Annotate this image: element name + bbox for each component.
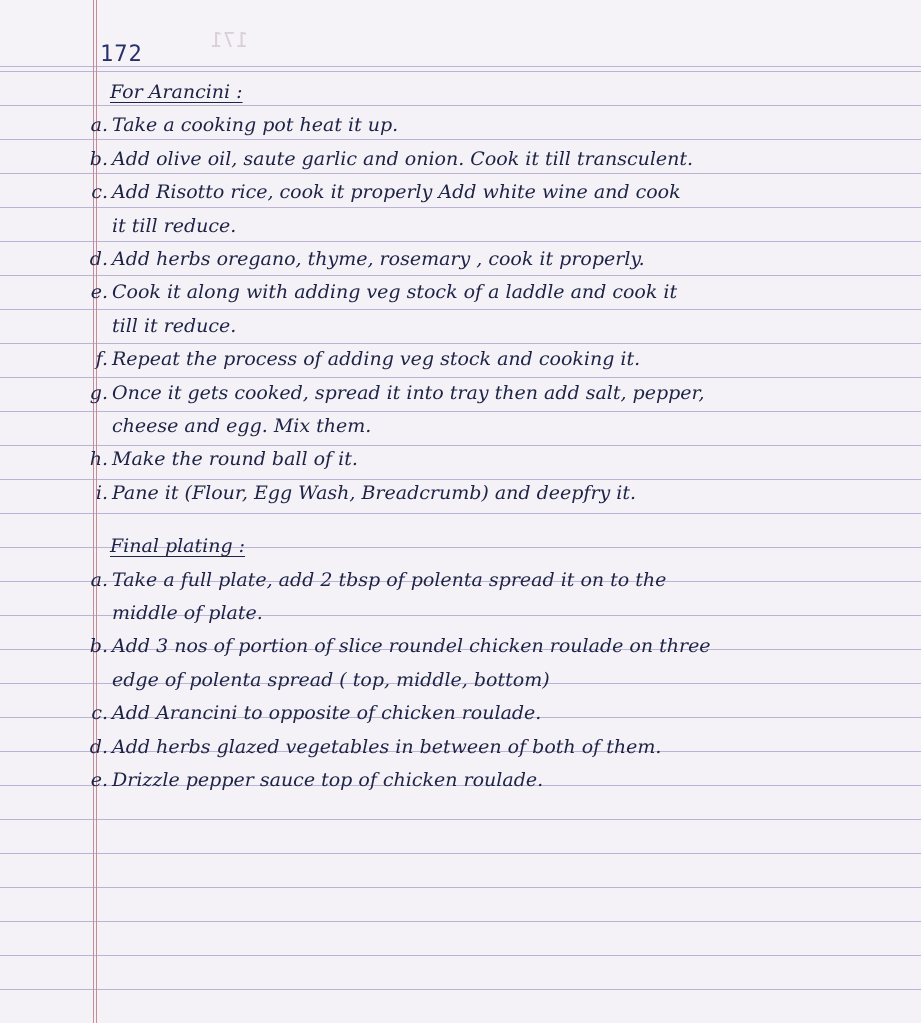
step-line bbox=[90, 280, 909, 304]
step-line bbox=[112, 668, 909, 692]
step-text: Add Risotto rice, cook it properly Add white wine and cook bbox=[112, 181, 681, 204]
step-marker: h. bbox=[89, 448, 108, 471]
step-marker: a. bbox=[90, 114, 108, 137]
step-line bbox=[89, 147, 909, 171]
step-line bbox=[90, 568, 909, 592]
step-line bbox=[89, 634, 909, 658]
step-text: Drizzle pepper sauce top of chicken roulade. bbox=[112, 769, 544, 792]
step-text: middle of plate. bbox=[112, 602, 263, 625]
step-text: cheese and egg. Mix them. bbox=[112, 415, 372, 437]
step-line bbox=[90, 113, 909, 137]
step-marker: e. bbox=[90, 769, 108, 792]
step-marker: b. bbox=[89, 635, 108, 658]
step-marker: a. bbox=[90, 568, 108, 591]
step-text: Pane it (Flour, Egg Wash, Breadcrumb) and deepfry it. bbox=[112, 481, 637, 504]
step-text: Take a cooking pot heat it up. bbox=[112, 114, 399, 137]
step-text: Once it gets cooked, spread it into tray then add salt, pepper, bbox=[112, 381, 705, 404]
step-marker: i. bbox=[95, 481, 108, 504]
step-line bbox=[112, 601, 909, 625]
ghost-page-number: 171 bbox=[210, 28, 249, 52]
step-line bbox=[112, 414, 909, 438]
step-marker: c. bbox=[91, 702, 108, 725]
step-text: Add herbs glazed vegetables in between of both of them. bbox=[112, 735, 662, 758]
step-marker: c. bbox=[91, 181, 108, 204]
step-text: till it reduce. bbox=[112, 314, 237, 337]
step-text: Cook it along with adding veg stock of a laddle and cook it bbox=[112, 281, 678, 304]
step-text: Add herbs oregano, thyme, rosemary , cook it properly. bbox=[112, 248, 645, 270]
step-line bbox=[89, 381, 909, 405]
step-line bbox=[89, 247, 909, 271]
step-line bbox=[90, 768, 909, 792]
step-marker: e. bbox=[90, 281, 108, 304]
section-heading: Final plating : bbox=[110, 535, 246, 558]
page-number: 172 bbox=[100, 42, 143, 67]
step-line bbox=[91, 701, 909, 725]
step-text: Add Arancini to opposite of chicken roulade. bbox=[112, 702, 542, 725]
step-text: Repeat the process of adding veg stock and cooking it. bbox=[112, 348, 641, 371]
step-marker: g. bbox=[89, 381, 108, 404]
step-line bbox=[95, 481, 909, 505]
step-line bbox=[95, 347, 909, 371]
step-line bbox=[91, 180, 909, 204]
step-text: Make the round ball of it. bbox=[112, 448, 358, 471]
step-marker: b. bbox=[89, 147, 108, 170]
step-line bbox=[112, 214, 909, 238]
step-line bbox=[89, 735, 909, 759]
step-text: Add olive oil, saute garlic and onion. Cook it till transculent. bbox=[112, 147, 694, 170]
step-text: Take a full plate, add 2 tbsp of polenta spread it on to the bbox=[112, 568, 667, 591]
step-marker: d. bbox=[89, 248, 108, 270]
section-heading: For Arancini : bbox=[110, 81, 243, 103]
step-text: Add 3 nos of portion of slice roundel chicken roulade on three bbox=[112, 635, 711, 658]
step-text: edge of polenta spread ( top, middle, bottom) bbox=[112, 668, 550, 691]
step-marker: d. bbox=[89, 735, 108, 758]
step-line bbox=[89, 447, 909, 471]
step-text: it till reduce. bbox=[112, 214, 237, 237]
step-marker: f. bbox=[95, 348, 108, 371]
step-line bbox=[112, 314, 909, 338]
